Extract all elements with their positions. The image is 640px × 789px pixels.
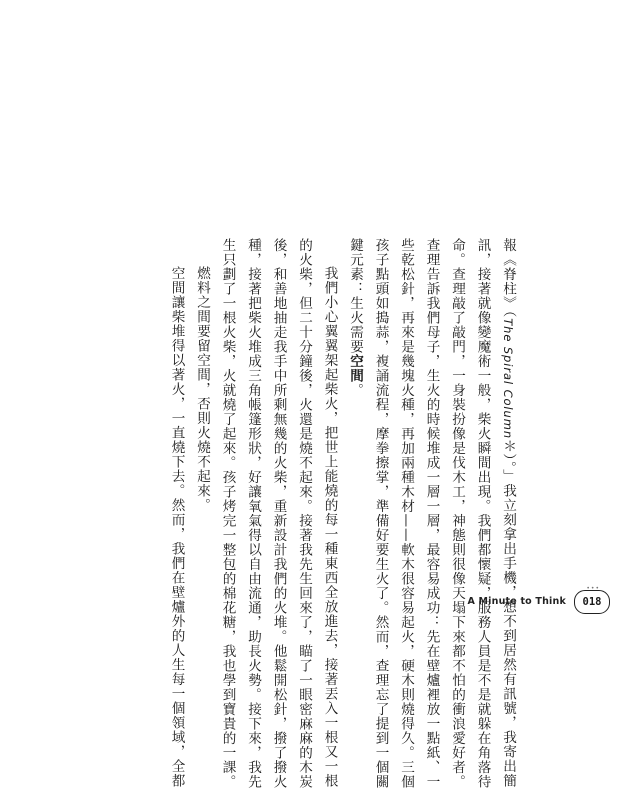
text-column bbox=[393, 238, 419, 789]
emphasis-text: 空間 bbox=[347, 354, 363, 383]
page-number: 018 bbox=[574, 590, 610, 614]
text-line: 我們小心翼翼架起柴火，把世上能燒的每一種東西全放進去，接著丟入一根又一根 bbox=[321, 266, 338, 788]
text-column bbox=[495, 238, 521, 788]
text-column bbox=[189, 238, 215, 568]
text-column bbox=[444, 238, 470, 789]
text-line: 些乾松針，再來是幾塊火種，再加兩種木材——軟木很容易起火，硬木則燒得久。三個 bbox=[398, 238, 414, 789]
text-column bbox=[342, 238, 368, 568]
text-column bbox=[367, 238, 393, 789]
text-line: 生只劃了一根火柴，火就燒了起來。孩子烤完一整包的棉花糖，我也學到寶貴的一課。 bbox=[219, 238, 236, 789]
book-title-latin: The Spiral Column bbox=[501, 318, 515, 440]
text-line: 種，接著把柴火堆成三角帳篷形狀，好讓氧氣得以自由流通，助長火勢。接下來，我先 bbox=[245, 238, 261, 789]
text-line-segment: 報《脊柱》（ bbox=[500, 238, 516, 319]
text-line-segment: 。 bbox=[347, 383, 363, 398]
text-column bbox=[214, 238, 240, 789]
text-line: 的火柴，但二十分鐘後，火還是燒不起來。接著我先生回來了，瞄了一眼密麻麻的木炭 bbox=[296, 238, 312, 789]
text-line-segment: 鍵元素：生火需要 bbox=[347, 238, 363, 354]
text-line: 命。查理敲了敲門，一身裝扮像是伐木工，神態則很像天塌下來都不怕的衝浪愛好者。 bbox=[449, 238, 465, 789]
page-footer bbox=[420, 585, 610, 618]
text-column bbox=[291, 238, 317, 789]
text-column bbox=[240, 238, 266, 789]
page-number-ornament: ••• bbox=[586, 585, 600, 592]
text-line: 查理告訴我們母子，生火的時候堆成一層一層，最容易成功：先在壁爐裡放一點紙、一 bbox=[423, 238, 440, 789]
text-line: 空間讓柴堆得以著火，一直燒下去。然而，我們在壁爐外的人生每一個領域，全都 bbox=[168, 266, 185, 788]
text-column bbox=[469, 238, 495, 789]
text-line: 孩子點頭如搗蒜，複誦流程，摩拳擦掌，準備好要生火了。然而，查理忘了提到一個關 bbox=[372, 238, 389, 789]
text-column bbox=[316, 238, 342, 788]
text-line: 訊，接著就像變魔術一般，柴火瞬間出現。我們都懷疑，服務人員是不是就躲在角落待 bbox=[474, 238, 491, 789]
running-title: A Minute to Think bbox=[467, 596, 566, 607]
text-column bbox=[163, 238, 189, 788]
text-line: 後，和善地抽走我手中所剩無幾的火柴，重新設計我們的火堆。他鬆開松針，撥了撥火 bbox=[270, 238, 287, 789]
text-column bbox=[265, 238, 291, 789]
text-line: 燃料之間要留空間，否則火燒不起來。 bbox=[194, 266, 210, 513]
text-line-segment: ＊）。」我立刻拿出手機，想不到居然有訊號，我寄出簡 bbox=[500, 439, 516, 788]
text-column bbox=[418, 238, 444, 789]
